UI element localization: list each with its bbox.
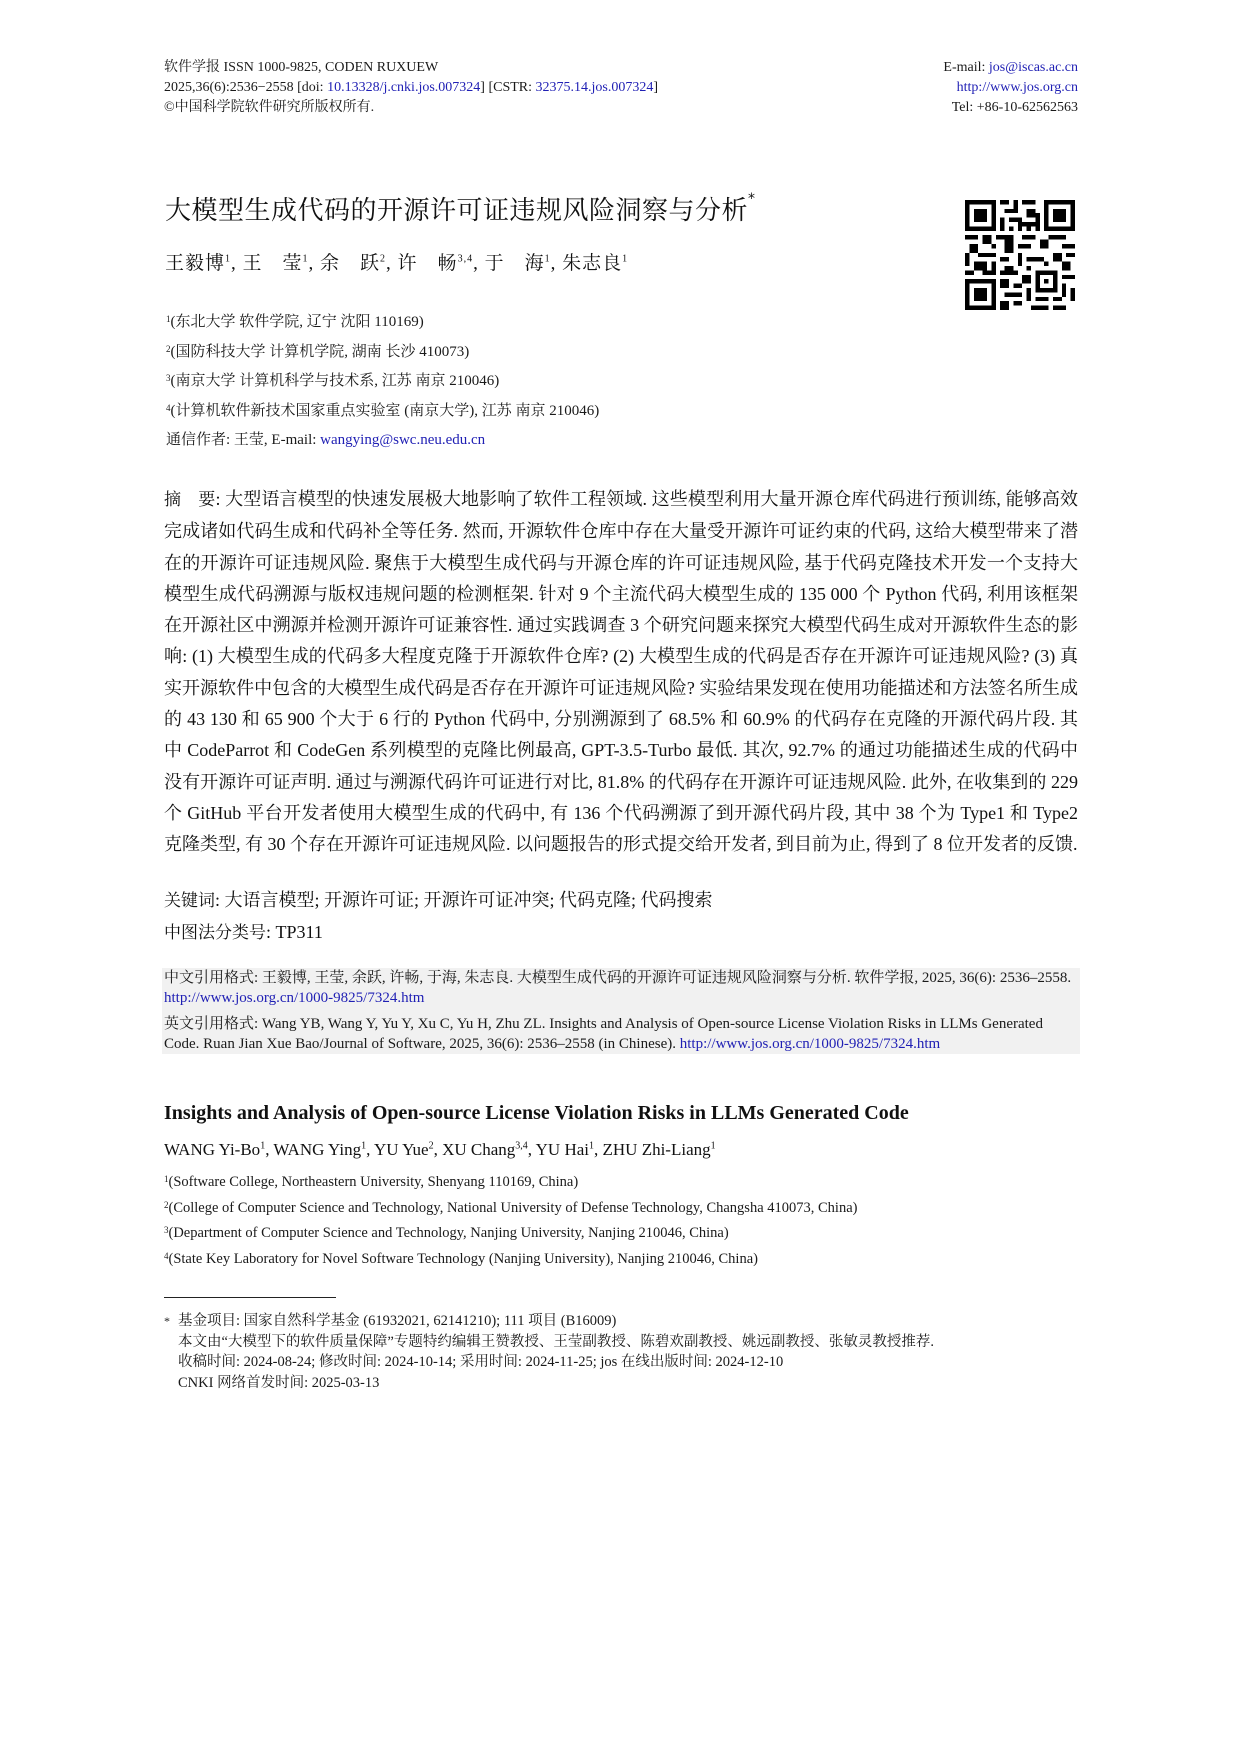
copyright-line: ©中国科学院软件研究所版权所有. bbox=[164, 100, 375, 115]
author: 王毅博$^1$ bbox=[165, 253, 232, 274]
issue-doi-line bbox=[164, 78, 658, 98]
journal-issn-line: 软件学报 ISSN 1000-9825, CODEN RUXUEW bbox=[164, 60, 439, 75]
footnote-funding: * 基金项目: 国家自然科学基金 (61932021, 62141210); 111 项目 (B16009) bbox=[164, 1311, 934, 1332]
footnote-recommendation: 本文由“大模型下的软件质量保障”专题特约编辑王赞教授、王莹副教授、陈碧欢副教授、姚远副教授、张敏灵教授推荐. bbox=[178, 1333, 934, 1350]
affiliation-list-cn bbox=[166, 308, 599, 456]
paper-title-en: Insights and Analysis of Open-source License Violation Risks in LLMs Generated Code bbox=[164, 1102, 909, 1124]
author: XU Chang$^{3,4}$ bbox=[442, 1140, 528, 1159]
title-text: 大模型生成代码的开源许可证违规风险洞察与分析 bbox=[165, 196, 749, 226]
corresponding-email-link[interactable]: wangying@swc.neu.edu.cn bbox=[320, 432, 486, 448]
abstract-cn bbox=[164, 484, 1078, 861]
tel-line: Tel: +86-10-62562563 bbox=[951, 100, 1078, 115]
qr-code-icon[interactable] bbox=[965, 200, 1075, 310]
paper-title-cn bbox=[165, 190, 756, 227]
email-line bbox=[943, 58, 1078, 78]
journal-email-link[interactable]: jos@iscas.ac.cn bbox=[988, 60, 1078, 75]
citation-en-link[interactable]: http://www.jos.org.cn/1000-9825/7324.htm bbox=[679, 1036, 941, 1052]
abstract-label: 摘 要 bbox=[164, 490, 216, 510]
author: 朱志良$^1$ bbox=[562, 253, 629, 274]
title-footnote-mark: * bbox=[748, 191, 756, 208]
author: WANG Ying$^1$ bbox=[273, 1140, 367, 1159]
journal-contact bbox=[943, 58, 1078, 118]
keywords-label: 关键词 bbox=[164, 891, 215, 911]
issue-range: 2025,36(6):2536−2558 [doi: bbox=[164, 80, 328, 95]
clc-text: : TP311 bbox=[266, 922, 323, 942]
affiliation-list-en bbox=[164, 1170, 857, 1273]
affiliation-item: $^1$(Software College, Northeastern University, Shenyang 110169, China) bbox=[164, 1174, 579, 1190]
clc-label: 中图法分类号 bbox=[164, 923, 266, 943]
affiliation-item: $^4$(State Key Laboratory for Novel Software Technology (Nanjing University), Nanjing 210046, China) bbox=[164, 1251, 758, 1268]
author-list-cn: 王毅博$^1$, 王 莹$^1$, 余 跃$^2$, 许 畅$^{3,4}$, 于 海$^1$, 朱志良$^1$ bbox=[165, 253, 629, 274]
author: YU Hai$^1$ bbox=[535, 1140, 595, 1159]
journal-website-link[interactable]: http://www.jos.org.cn bbox=[956, 80, 1078, 95]
cstr-label: ] [CSTR: bbox=[480, 80, 536, 95]
abstract-text: : 大型语言模型的快速发展极大地影响了软件工程领域. 这些模型利用大量开源仓库代码进行预训练, 能够高效完成诸如代码生成和代码补全等任务. 然而, 开源软件仓库中存在大量受开源许可证约束的代码, 这给大模型带来了潜在的开源许可证违规风险. 聚焦于大模型生成代码与开源仓库的许可证违规风险, 基于代码克隆技术开发一个支持大模型生成代码溯源与版权违规问题的检测框架. 针对 9 个主流代码大模型生成的 135 000 个 Python 代码, 利用该框架在开源社区中溯源并检测开源许可证兼容性. 通过实践调查 3 个研究问题来探究大模型代码生成对开源软件生态的影响: (1) 大模型生成的代码多大程度克隆于开源软件仓库? (2) 大模型生成的代码是否存在开源许可证违规风险? (3) 真实开源软件中包含的大模型生成代码是否存在开源许可证违规风险? 实验结果发现在使用功能描述和方法签名所生成的 43 130 和 65 900 个大于 6 行的 Python 代码中, 分别溯源到了 68.5% 和 60.9% 的代码存在克隆的开源代码片段. 其中 CodeParrot 和 CodeGen 系列模型的克隆比例最高, GPT-3.5-Turbo 最低. 其次, 92.7% 的通过功能描述生成的代码中没有开源许可证声明. 通过与溯源代码许可证进行对比, 81.8% 的代码存在开源许可证违规风险. 此外, 在收集到的 229 个 GitHub 平台开发者使用大模型生成的代码中, 有 136 个代码溯源了到开源代码片段, 其中 38 个为 Type1 和 Type2 克隆类型, 有 30 个存在开源许可证违规风险. 以问题报告的形式提交给开发者, 到目前为止, 得到了 8 位开发者的反馈. bbox=[164, 489, 1079, 855]
affiliation-item: $^3$(南京大学 计算机科学与技术系, 江苏 南京 210046) bbox=[166, 373, 500, 389]
footnote-dates: 收稿时间: 2024-08-24; 修改时间: 2024-10-14; 采用时间: 2024-11-25; jos 在线出版时间: 2024-12-10 bbox=[178, 1354, 784, 1370]
author: 余 跃$^2$ bbox=[320, 253, 387, 274]
author: 王 莹$^1$ bbox=[242, 253, 309, 274]
citation-cn-link[interactable]: http://www.jos.org.cn/1000-9825/7324.htm bbox=[164, 990, 425, 1006]
footnotes bbox=[164, 1311, 934, 1393]
citation-block bbox=[162, 968, 1080, 1054]
keywords-text: : 大语言模型; 开源许可证; 开源许可证冲突; 代码克隆; 代码搜索 bbox=[215, 890, 713, 910]
affiliation-item: $^2$(国防科技大学 计算机学院, 湖南 长沙 410073) bbox=[166, 343, 470, 360]
cstr-close: ] bbox=[653, 80, 659, 95]
citation-en: 英文引用格式: Wang YB, Wang Y, Yu Y, Xu C, Yu H, Zhu ZL. Insights and Analysis of Open-source License Violation Risks in LLMs Generated Code. Ruan Jian Xue Bao/Journal of Software, 2025, 36(6): 2536–2558 (in Chinese). http://www.jos.org.cn/1000-9825/7324.htm bbox=[164, 1016, 1043, 1052]
footnote-marker: * bbox=[164, 1314, 170, 1328]
author: 许 畅$^{3,4}$ bbox=[397, 253, 474, 274]
affiliation-item: $^3$(Department of Computer Science and Technology, Nanjing University, Nanjing 210046, China) bbox=[164, 1225, 729, 1242]
email-label: E-mail: bbox=[943, 60, 989, 75]
doi-link[interactable]: 10.13328/j.cnki.jos.007324 bbox=[327, 80, 481, 95]
clc-line bbox=[164, 917, 713, 949]
author: WANG Yi-Bo$^1$ bbox=[164, 1140, 266, 1159]
author: YU Yue$^2$ bbox=[373, 1140, 434, 1159]
keywords-block bbox=[164, 885, 713, 949]
author: 于 海$^1$ bbox=[484, 253, 551, 274]
footnote-cnki-date: CNKI 网络首发时间: 2025-03-13 bbox=[178, 1374, 380, 1391]
affiliation-item: $^1$(东北大学 软件学院, 辽宁 沈阳 110169) bbox=[166, 314, 424, 330]
author: ZHU Zhi-Liang$^1$ bbox=[602, 1140, 716, 1159]
affiliation-item: $^4$(计算机软件新技术国家重点实验室 (南京大学), 江苏 南京 210046) bbox=[166, 402, 600, 419]
keywords-line bbox=[164, 885, 713, 917]
affiliation-item: $^2$(College of Computer Science and Technology, National University of Defense Technology, Changsha 410073, China) bbox=[164, 1199, 858, 1216]
author-list-en: WANG Yi-Bo$^1$, WANG Ying$^1$, YU Yue$^2$, XU Chang$^{3,4}$, YU Hai$^1$, ZHU Zhi-Liang$^1$ bbox=[164, 1140, 716, 1159]
cstr-link[interactable]: 32375.14.jos.007324 bbox=[535, 80, 654, 95]
footnote-divider bbox=[164, 1297, 336, 1298]
citation-cn: 中文引用格式: 王毅博, 王莹, 余跃, 许畅, 于海, 朱志良. 大模型生成代码的开源许可证违规风险洞察与分析. 软件学报, 2025, 36(6): 2536–2558. http://www.jos.org.cn/1000-9825/7324.htm bbox=[164, 970, 1072, 1006]
journal-header bbox=[164, 58, 658, 118]
corresponding-author: 通信作者: 王莹, E-mail: wangying@swc.neu.edu.cn bbox=[166, 432, 486, 448]
